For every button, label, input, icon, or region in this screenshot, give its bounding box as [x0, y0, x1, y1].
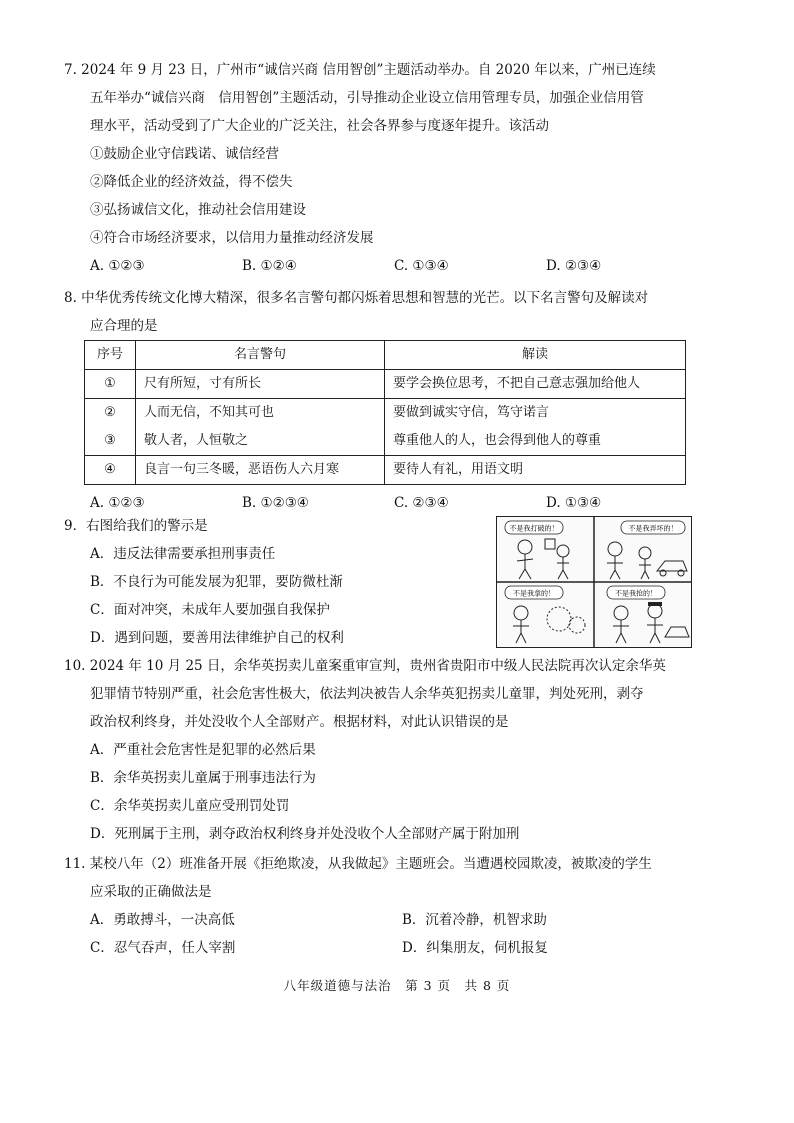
q8-option-b[interactable]: B. ①②③④: [242, 495, 309, 511]
table-row: [85, 370, 686, 399]
comic-panel-1: [505, 521, 569, 579]
q11-option-c[interactable]: C．忍气吞声，任人宰割: [90, 940, 236, 956]
q10-option-a[interactable]: A．严重社会危害性是犯罪的必然后果: [90, 742, 316, 758]
table-row: [85, 399, 686, 456]
motto-table-header: [85, 341, 686, 370]
row-motto-3: 敬人者，人恒敬之: [144, 433, 249, 448]
comic-bubble-1: 不是我打破的！: [509, 524, 559, 533]
q7-option-b[interactable]: B. ①②④: [242, 258, 297, 274]
row-explanation-3: 尊重他人的人，也会得到他人的尊重: [393, 433, 602, 448]
header-number: 序号: [85, 341, 136, 370]
q7-stem-line-1: 7. 2024 年 9 月 23 日，广州市“诚信兴商 信用智创”主题活动举办。自 2020 年以来，广州已连续: [64, 62, 656, 78]
q8-stem-line-2: 应合理的是: [90, 318, 158, 334]
comic-drawing: [497, 517, 691, 647]
row-explanation-2: 要做到诚实守信，笃守诺言: [393, 405, 550, 420]
q9-option-a[interactable]: A．违反法律需要承担刑事责任: [90, 546, 276, 562]
table-row: [85, 456, 686, 485]
q11-stem-line-1: 11. 某校八年（2）班准备开展《拒绝欺凌，从我做起》主题班会。当遭遇校园欺凌，被欺凌的学生: [64, 856, 652, 872]
q8-stem-line-1: 8. 中华优秀传统文化博大精深，很多名言警句都闪烁着思想和智慧的光芒。以下名言警句及解读对: [64, 290, 649, 306]
comic-bubble-2: 不是我弄坏的！: [628, 524, 678, 533]
row-explanation: 要学会换位思考，不把自己意志强加给他人: [385, 370, 686, 399]
question-7: [64, 56, 714, 280]
row-motto: 良言一句三冬暖，恶语伤人六月寒: [136, 456, 385, 485]
q11-stem-line-2: 应采取的正确做法是: [90, 884, 212, 900]
header-explanation: 解读: [385, 341, 686, 370]
row-number-2: ②: [104, 405, 116, 420]
q7-statement-4: ④符合市场经济要求，以信用力量推动经济发展: [90, 230, 374, 246]
row-number: ①: [85, 370, 136, 399]
motto-table: [84, 340, 686, 485]
page-footer: 八年级道德与法治 第 3 页 共 8 页: [283, 978, 511, 993]
q7-option-a[interactable]: A. ①②③: [90, 258, 145, 274]
question-10: [64, 652, 714, 848]
q9-stem: 9．右图给我们的警示是: [64, 518, 208, 534]
row-number: ④: [85, 456, 136, 485]
q7-stem-line-3: 理水平，活动受到了广大企业的广泛关注，社会各界参与度逐年提升。该活动: [90, 118, 549, 134]
row-explanation: 要待人有礼，用语文明: [385, 456, 686, 485]
row-motto-2: 人而无信，不知其可也: [144, 405, 275, 420]
row-explanation: [385, 399, 686, 456]
comic-panel-4: [607, 586, 689, 643]
comic-panel-2: [607, 521, 687, 579]
q10-option-c[interactable]: C．余华英拐卖儿童应受刑罚处罚: [90, 798, 290, 814]
comic-bubble-4: 不是我抢的！: [615, 589, 657, 598]
q7-option-c[interactable]: C. ①③④: [394, 258, 449, 274]
q9-option-b[interactable]: B．不良行为可能发展为犯罪，要防微杜渐: [90, 574, 343, 590]
comic-panel-3: [505, 586, 585, 643]
q7-option-d[interactable]: D. ②③④: [546, 258, 602, 274]
header-motto: 名言警句: [136, 341, 385, 370]
q10-stem-line-3: 政治权利终身，并处没收个人全部财产。根据材料，对此认识错误的是: [90, 714, 509, 730]
q10-stem-line-2: 犯罪情节特别严重，社会危害性极大，依法判决被告人余华英犯拐卖儿童罪，判处死刑，剥夺: [90, 686, 644, 702]
q11-option-b[interactable]: B．沉着冷静，机智求助: [402, 912, 547, 928]
q8-option-d[interactable]: D. ①③④: [546, 495, 602, 511]
q9-comic-illustration: [496, 516, 692, 648]
q10-stem-line-1: 10. 2024 年 10 月 25 日，余华英拐卖儿童案重审宣判，贵州省贵阳市中级人民法院再次认定余华英: [64, 658, 666, 674]
question-9: [64, 512, 484, 652]
q11-option-a[interactable]: A．勇敢搏斗，一决高低: [90, 912, 235, 928]
comic-bubble-3: 不是我拿的！: [513, 589, 555, 598]
row-number: [85, 399, 136, 456]
q10-option-d[interactable]: D．死刑属于主刑，剥夺政治权利终身并处没收个人全部财产属于附加刑: [90, 826, 520, 842]
q7-statement-2: ②降低企业的经济效益，得不偿失: [90, 174, 293, 190]
row-number-3: ③: [104, 433, 116, 448]
q7-stem-line-2: 五年举办“诚信兴商 信用智创”主题活动，引导推动企业设立信用管理专员，加强企业信用管: [90, 90, 644, 106]
q9-option-c[interactable]: C．面对冲突，未成年人要加强自我保护: [90, 602, 330, 618]
row-motto: 尺有所短，寸有所长: [136, 370, 385, 399]
question-11: [64, 850, 714, 962]
q8-option-a[interactable]: A. ①②③: [90, 495, 145, 511]
q11-option-d[interactable]: D．纠集朋友，伺机报复: [402, 940, 548, 956]
q8-option-c[interactable]: C. ②③④: [394, 495, 449, 511]
q7-options: [64, 252, 714, 280]
question-8: [64, 284, 714, 517]
q9-option-d[interactable]: D．遇到问题，要善用法律维护自己的权利: [90, 630, 344, 646]
row-motto: [136, 399, 385, 456]
q11-options: [64, 906, 714, 962]
q10-option-b[interactable]: B．余华英拐卖儿童属于刑事违法行为: [90, 770, 316, 786]
q7-statement-3: ③弘扬诚信文化，推动社会信用建设: [90, 202, 306, 218]
q7-statement-1: ①鼓励企业守信践诺、诚信经营: [90, 146, 279, 162]
